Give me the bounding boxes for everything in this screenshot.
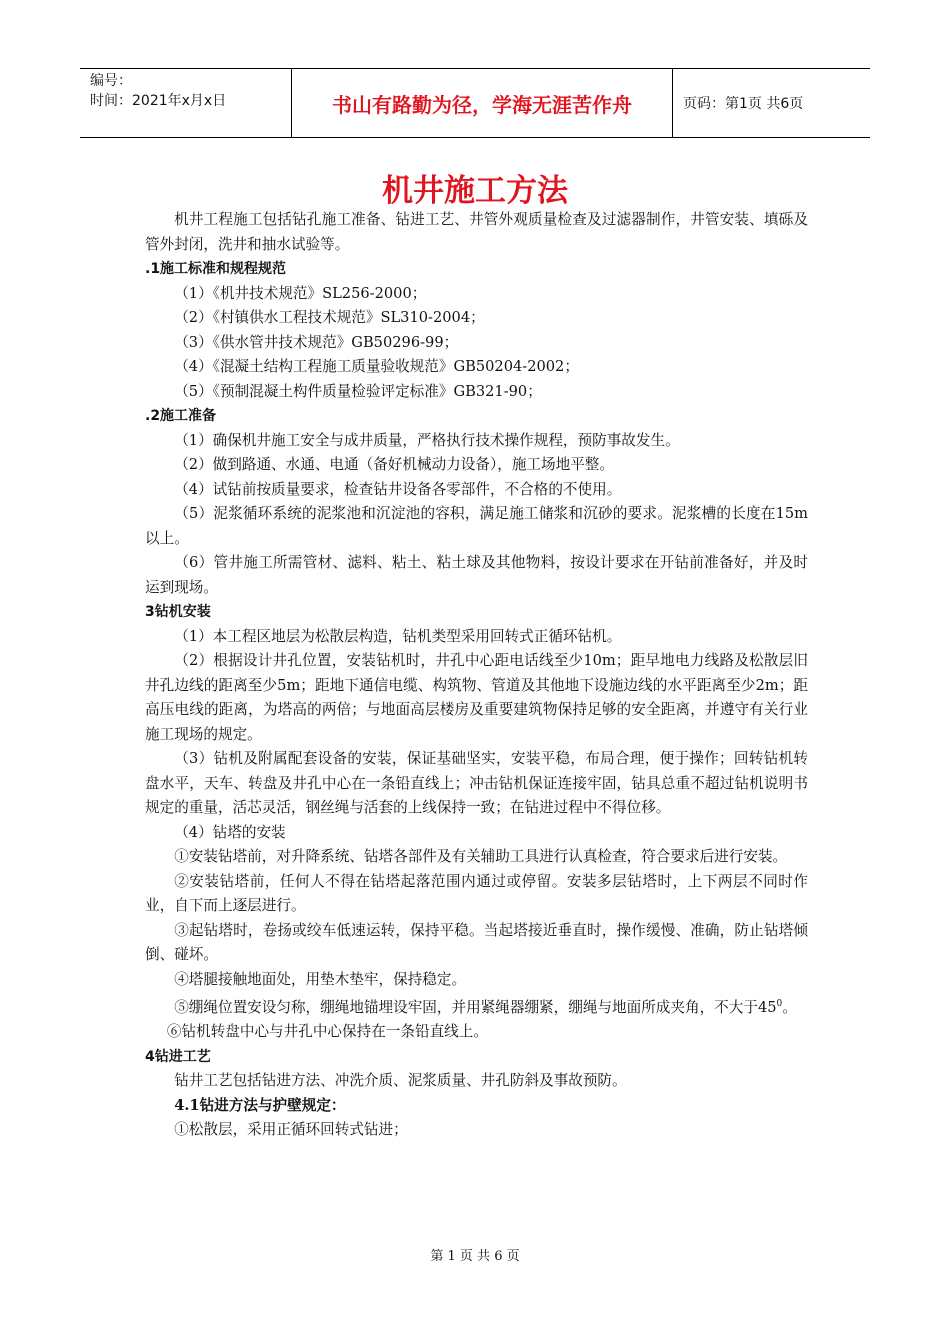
- section-heading: .1施工标准和规程规范: [145, 261, 287, 277]
- document-body: [145, 208, 808, 1143]
- list-item: （1）《机井技术规范》SL256-2000；: [174, 284, 427, 302]
- list-item: ②安装钻塔前，任何人不得在钻塔起落范围内通过或停留。安装多层钻塔时，上下两层不同时作业，自下而上逐层进行。: [145, 872, 808, 914]
- list-item: （6）管井施工所需管材、滤料、粘土、粘土球及其他物料，按设计要求在开钻前准备好，并及时运到现场。: [145, 554, 808, 596]
- list-item: （2）做到路通、水通、电通（备好机械动力设备），施工场地平整。: [174, 456, 614, 473]
- intro-paragraph: 机井工程施工包括钻孔施工准备、钻进工艺、井管外观质量检查及过滤器制作，井管安装、填砾及管外封闭，洗井和抽水试验等。: [145, 211, 808, 253]
- subsection-heading: 4.1钻进方法与护壁规定：: [174, 1096, 346, 1114]
- list-item: （5）《预制混凝土构件质量检验评定标准》GB321-90；: [174, 382, 542, 400]
- list-item: （1）确保机井施工安全与成井质量，严格执行技术操作规程，预防事故发生。: [174, 431, 680, 449]
- list-item-text: ⑤绷绳位置安设匀称，绷绳地锚埋设牢固，并用紧绳器绷紧，绷绳与地面所成夹角，不大于45: [174, 998, 777, 1016]
- header-page-info: 页码：第1页 共6页: [683, 96, 804, 112]
- time-label: 时间：2021年x月x日: [90, 93, 227, 109]
- page-footer: 第 1 页 共 6 页: [430, 1249, 520, 1264]
- degree-superscript: 0: [776, 999, 783, 1009]
- header-motto: 书山有路勤为径，学海无涯苦作舟: [291, 69, 673, 137]
- list-item: （4）《混凝土结构工程施工质量验收规范》GB50204-2002；: [174, 358, 579, 375]
- list-item: （1）本工程区地层为松散层构造，钻机类型采用回转式正循环钻机。: [174, 627, 622, 645]
- list-item: （3）《供水管井技术规范》GB50296-99；: [174, 333, 459, 351]
- list-item: （3）钻机及附属配套设备的安装，保证基础坚实，安装平稳，布局合理，便于操作；回转钻机转盘水平，天车、转盘及井孔中心在一条铅直线上；冲击钻机保证连接牢固，钻具总重不超过钻机说明书规定的重量，活芯灵活，钢丝绳与活套的上线保持一致；在钻进过程中不得位移。: [145, 750, 808, 816]
- header-meta: [80, 69, 291, 137]
- degree-end: 。: [782, 998, 797, 1016]
- list-item: ⑥钻机转盘中心与井孔中心保持在一条铅直线上。: [166, 1023, 488, 1041]
- document-title: 机井施工方法: [382, 173, 568, 209]
- section-heading: .2施工准备: [145, 408, 217, 424]
- list-item: ①松散层，采用正循环回转式钻进；: [174, 1121, 408, 1139]
- list-item: ④塔腿接触地面处，用垫木垫牢，保持稳定。: [174, 970, 467, 988]
- section-intro: 钻井工艺包括钻进方法、冲洗介质、泥浆质量、井孔防斜及事故预防。: [174, 1072, 627, 1090]
- list-item: （2）根据设计井孔位置，安装钻机时，井孔中心距电话线至少10m；距早地电力线路及松散层旧井孔边线的距离至少5m；距地下通信电缆、构筑物、管道及其他地下设施边线的水平距离至少2m；距高压电线的距离，为塔高的两倍；与地面高层楼房及重要建筑物保持足够的安全距离，并遵守有关行业施工现场的规定。: [145, 652, 808, 743]
- list-item: （4）钻塔的安装: [174, 823, 286, 841]
- section-heading: 4钻进工艺: [145, 1048, 211, 1065]
- page-header: [80, 68, 870, 138]
- list-item: （5）泥浆循环系统的泥浆池和沉淀池的容积，满足施工储浆和沉砂的要求。泥浆槽的长度在15m以上。: [145, 505, 808, 547]
- section-heading: 3钻机安装: [145, 604, 211, 620]
- list-item: （2）《村镇供水工程技术规范》SL310-2004；: [174, 309, 485, 326]
- list-item: ①安装钻塔前，对升降系统、钻塔各部件及有关辅助工具进行认真检查，符合要求后进行安装。: [174, 848, 788, 865]
- list-item: （4）试钻前按质量要求，检查钻井设备各零部件，不合格的不使用。: [174, 480, 622, 498]
- number-label: 编号：: [90, 73, 132, 89]
- list-item: [145, 992, 808, 1020]
- list-item: ③起钻塔时，卷扬或绞车低速运转，保持平稳。当起塔接近垂直时，操作缓慢、准确，防止钻塔倾倒、碰坏。: [145, 921, 808, 963]
